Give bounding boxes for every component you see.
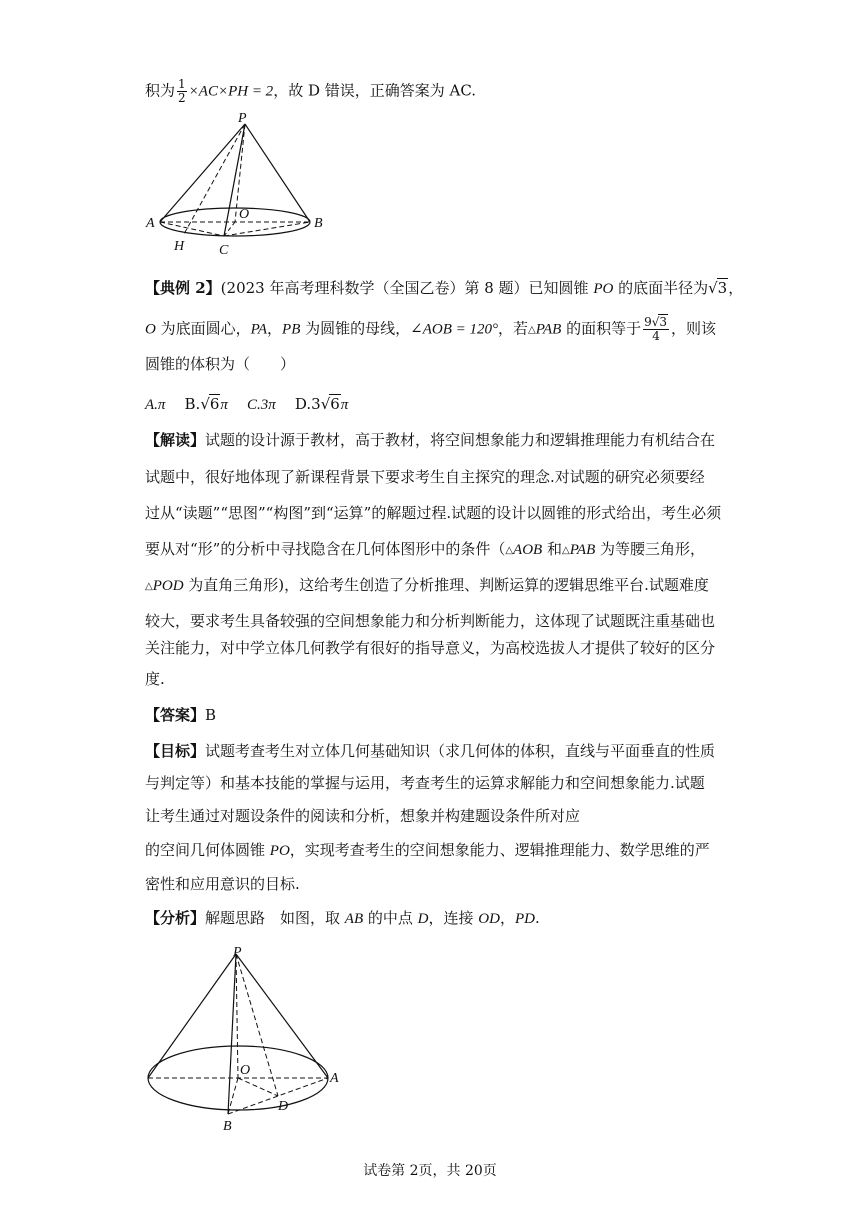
analysis-text: 解题思路 如图，取 (205, 909, 345, 927)
goal-line-4 (145, 840, 710, 861)
goal-line-1 (145, 741, 715, 761)
reading-tag: 【解读】 (145, 431, 206, 449)
label-h: H (174, 239, 185, 254)
label-a: A (146, 216, 155, 231)
analysis-text: 的中点 (363, 909, 418, 927)
var-po: PO (593, 281, 614, 297)
option-c: C.3π (247, 397, 276, 413)
reading-line-5 (145, 575, 709, 597)
goal-tag: 【目标】 (145, 742, 206, 760)
sqrt-radicand: 6 (209, 395, 220, 413)
options-line (145, 394, 348, 415)
var-pod: POD (152, 578, 184, 594)
example-text: ， (267, 319, 283, 338)
analysis-line (145, 908, 540, 929)
example-text: ，则该 (671, 319, 717, 338)
reading-text: 试题的设计源于教材，高于教材，将空间想象能力和逻辑推理能力有机结合在 (205, 431, 716, 449)
fraction-numerator: 1 (178, 77, 186, 91)
cone-figure-1 (140, 112, 350, 262)
var-pb: PB (282, 321, 301, 338)
top-prefix: 积为 (145, 81, 176, 100)
goal-line-2: 与判定等）和基本技能的掌握与运用，考查考生的运算求解能力和空间想象能力.试题 (145, 774, 705, 792)
var-pab: PAB (535, 321, 562, 338)
triangle-icon: △ (505, 545, 514, 556)
sqrt-radicand: 6 (330, 395, 340, 413)
page-footer: 试卷第 2页，共 20页 (363, 1163, 497, 1179)
fraction-denominator: 2 (178, 91, 186, 105)
example-text: (2023 年高考理科数学（全国乙卷）第 8 题）已知圆锥 (220, 279, 594, 297)
reading-text: 要从对“形”的分析中寻找隐含在几何体图形中的条件（ (145, 540, 506, 558)
cone-figure-2 (140, 944, 360, 1134)
option-b: B.√6π (184, 395, 228, 413)
example-text: 为底面圆心， (155, 319, 251, 338)
option-d: D.3√6π (294, 395, 349, 413)
option-a: A.π (145, 397, 166, 413)
sqrt-radicand: 3 (717, 279, 728, 297)
label-a: A (330, 1071, 339, 1086)
goal-line-5: 密性和应用意识的目标. (145, 875, 300, 893)
reading-line-3: 过从“读题”“思图”“构图”到“运算”的解题过程.试题的设计以圆锥的形式给出，考生必须 (145, 504, 722, 522)
goal-line-3: 让考生通过对题设条件的阅读和分析，想象并构建题设条件所对应 (145, 807, 581, 825)
var-od: OD (478, 911, 500, 927)
analysis-text: . (534, 909, 540, 927)
var-pd: PD (514, 911, 535, 927)
var-pa: PA (250, 321, 268, 338)
one-half-fraction (177, 78, 187, 105)
reading-line-1 (145, 430, 715, 450)
example-text: 为圆锥的母线， (300, 319, 411, 338)
reading-line-8: 度. (145, 670, 165, 688)
reading-line-4 (145, 539, 705, 561)
top-line (145, 78, 476, 105)
analysis-tag: 【分析】 (145, 909, 206, 927)
analysis-text: ，连接 (428, 909, 479, 927)
reading-line-6: 较大，要求考生具备较强的空间想象能力和分析判断能力，这体现了试题既注重基础也 (145, 612, 716, 630)
label-p: P (233, 945, 242, 960)
var-pab: PAB (569, 542, 596, 558)
answer-value: B (205, 706, 217, 724)
label-p: P (238, 112, 247, 126)
goal-text: 试题考查考生对立体几何基础知识（求几何体的体积，直线与平面垂直的性质 (205, 742, 716, 760)
triangle-icon: △ (145, 581, 153, 592)
reading-line-7: 关注能力，对中学立体几何教学有很好的指导意义，为高校选拔人才提供了较好的区分 (145, 639, 716, 657)
answer-tag: 【答案】 (145, 706, 206, 724)
answer-line (145, 705, 216, 725)
example-text: ，若 (498, 319, 529, 338)
area-fraction: $\frac{9√3}{4}$ (644, 315, 668, 343)
option-prefix: D.3 (294, 395, 321, 413)
example-line-1: 【典例 2】(2023 年高考理科数学（全国乙卷）第 8 题）已知圆锥 PO 的底面半径为√3， (145, 279, 744, 297)
area-formula: ×AC×PH = 2 (188, 83, 274, 100)
analysis-text: ， (499, 909, 515, 927)
sqrt-radicand: 3 (659, 315, 668, 329)
goal-text: 的空间几何体圆锥 (145, 841, 270, 859)
example-text: 的面积等于 (561, 319, 642, 338)
option-suffix: π (340, 397, 349, 413)
example-text: ， (728, 279, 744, 297)
reading-text: 为等腰三角形， (595, 540, 706, 558)
reading-text: 和 (542, 540, 562, 558)
label-c: C (219, 243, 229, 258)
example-text: 的底面半径为 (613, 279, 709, 297)
example-tag: 【典例 2】 (145, 279, 221, 297)
var-po: PO (269, 843, 290, 859)
triangle-icon: △ (562, 545, 570, 556)
reading-line-2: 试题中，很好地体现了新课程背景下要求考生自主探究的理念.对试题的研究必须要经 (145, 468, 705, 486)
goal-text: ，实现考查考生的空间想象能力、逻辑推理能力、数学思维的严 (289, 841, 710, 859)
var-d: D (417, 911, 429, 927)
top-suffix: ，故 D 错误，正确答案为 AC. (273, 81, 477, 100)
label-b: B (223, 1119, 232, 1134)
angle-aob: ∠AOB = 120° (410, 321, 499, 338)
fraction-denominator: 4 (652, 329, 660, 343)
var-o: O (145, 321, 156, 338)
label-d: D (278, 1099, 289, 1114)
option-suffix: π (220, 397, 228, 413)
option-prefix: B. (184, 395, 201, 413)
var-ab: AB (344, 911, 364, 927)
label-o: O (240, 1063, 251, 1078)
example-line-2 (145, 316, 716, 343)
triangle-icon: △ (528, 324, 536, 336)
var-aob: AOB (513, 542, 543, 558)
reading-text: 为直角三角形)，这给考生创造了分析推理、判断运算的逻辑思维平台.试题难度 (183, 576, 709, 594)
fraction-coef: 9 (644, 315, 652, 329)
example-line-3: 圆锥的体积为（ ） (145, 355, 296, 373)
label-o: O (239, 207, 250, 222)
label-b: B (314, 216, 323, 231)
